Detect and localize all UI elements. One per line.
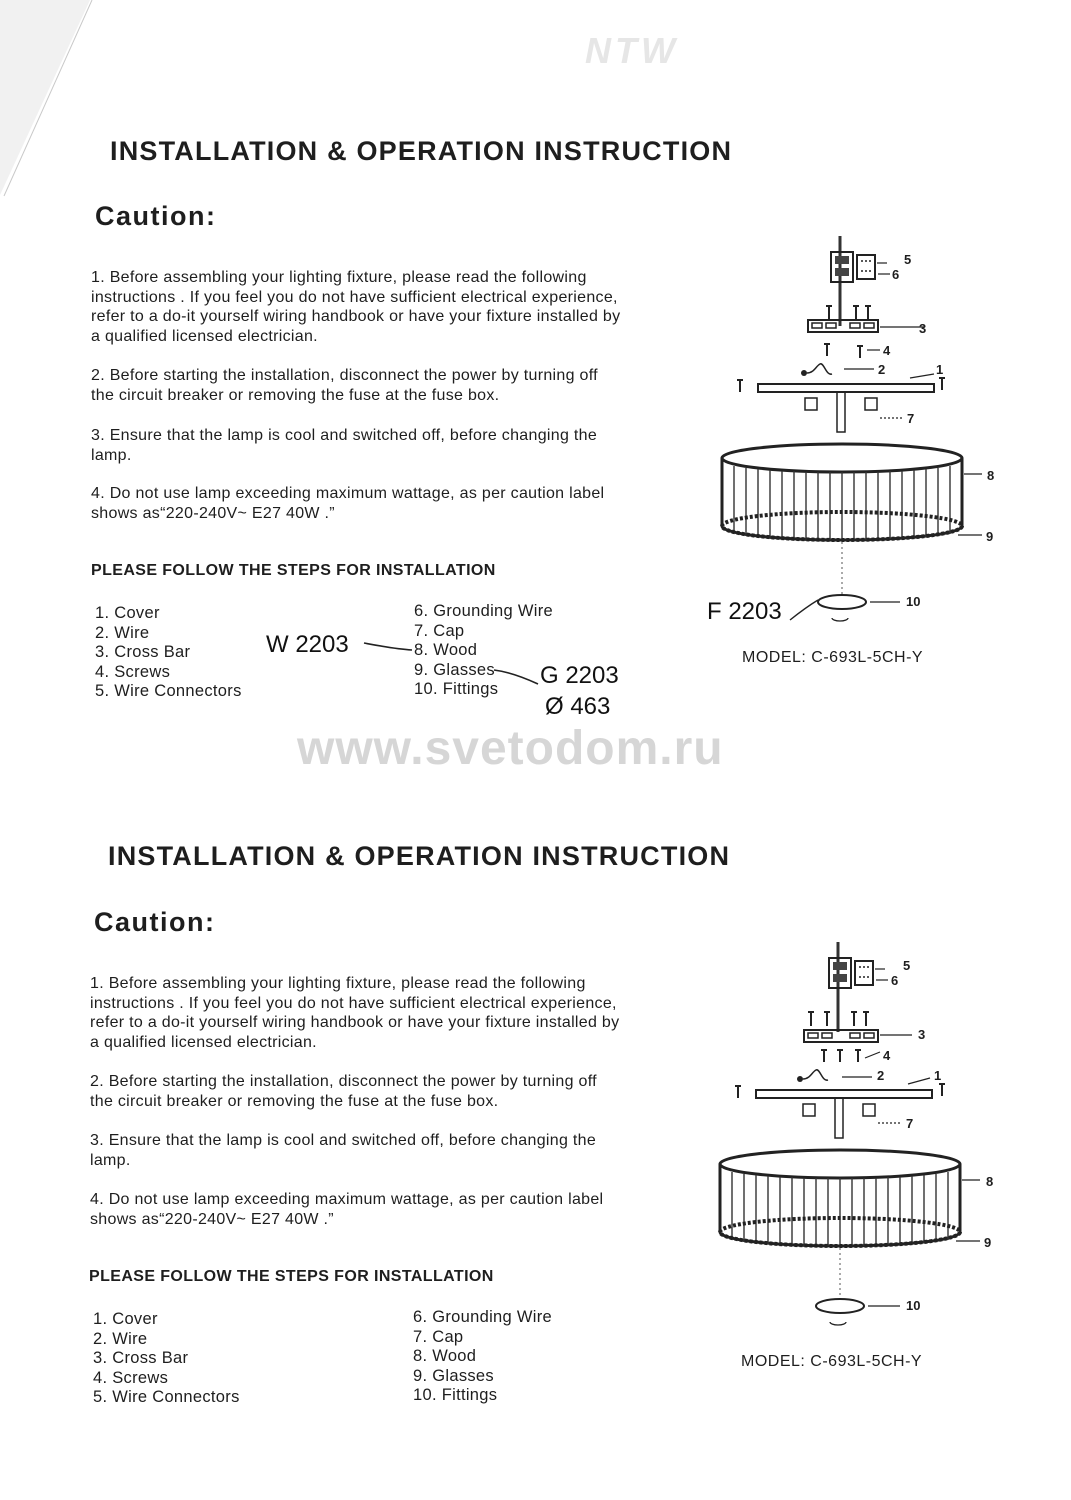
list-item: 7. Cap [413, 1327, 464, 1346]
text-line: the circuit breaker or removing the fuse at the fuse box. [90, 1092, 499, 1110]
part-label: 8 [987, 468, 995, 483]
steps-title: PLEASE FOLLOW THE STEPS FOR INSTALLATION [91, 562, 496, 579]
list-item: 5. Wire Connectors [95, 682, 242, 701]
part-label: 4 [883, 1048, 891, 1063]
header-smudge: NTW [585, 30, 679, 71]
fixture-exploded-diagram [718, 942, 1008, 1342]
caution-paragraph-2 [90, 1072, 710, 1111]
text-line: shows as“220-240V~ E27 40W .” [90, 1210, 334, 1228]
part-label: 5 [903, 958, 911, 973]
part-label: 7 [907, 411, 915, 426]
text-line: 4. Do not use lamp exceeding maximum wattage, as per caution label [90, 1191, 604, 1208]
list-item: 2. Wire [95, 623, 150, 642]
list-item: 4. Screws [93, 1368, 169, 1387]
list-item: 7. Cap [414, 621, 465, 640]
steps-title: PLEASE FOLLOW THE STEPS FOR INSTALLATION [89, 1268, 494, 1285]
part-label: 6 [891, 973, 899, 988]
page-title: INSTALLATION & OPERATION INSTRUCTION [108, 841, 731, 871]
part-label: 7 [906, 1116, 914, 1131]
part-label: 4 [883, 343, 891, 358]
part-label: 3 [919, 321, 927, 336]
list-item: 6. Grounding Wire [414, 602, 553, 620]
text-line: 3. Ensure that the lamp is cool and switched off, before changing the [91, 427, 598, 444]
caution-paragraph-3 [90, 1131, 710, 1170]
text-line: instructions . If you feel you do not have sufficient electrical experience, [90, 994, 617, 1012]
text-line: 2. Before starting the installation, disconnect the power by turning off [91, 367, 598, 384]
text-line: the circuit breaker or removing the fuse at the fuse box. [91, 386, 500, 404]
text-line: a qualified licensed electrician. [91, 327, 318, 345]
list-item: 1. Cover [95, 604, 160, 622]
list-item: 10. Fittings [413, 1386, 498, 1405]
glass-code-annotation: G 2203 [540, 662, 619, 689]
list-item: 2. Wire [93, 1329, 148, 1348]
model-number: MODEL: C-693L-5CH-Y [741, 1353, 923, 1370]
caution-paragraph-4 [90, 1190, 710, 1229]
list-item: 8. Wood [413, 1347, 477, 1366]
caution-heading: Caution: [94, 907, 216, 937]
list-item: 8. Wood [414, 641, 478, 660]
text-line: lamp. [91, 446, 132, 464]
list-item: 3. Cross Bar [95, 643, 191, 662]
page-title: INSTALLATION & OPERATION INSTRUCTION [110, 136, 733, 166]
model-number: MODEL: C-693L-5CH-Y [742, 649, 924, 666]
part-label: 2 [877, 1068, 885, 1083]
part-label: 6 [892, 267, 900, 282]
list-item: 4. Screws [95, 662, 171, 681]
part-label: 3 [918, 1027, 926, 1042]
text-line: refer to a do-it yourself wiring handbook or have your fixture installed by [91, 308, 621, 325]
list-item: 10. Fittings [414, 680, 499, 699]
text-line: lamp. [90, 1151, 131, 1169]
text-line: 1. Before assembling your lighting fixture, please read the following [91, 269, 587, 286]
caution-heading: Caution: [95, 201, 217, 231]
part-label: 10 [906, 594, 921, 609]
text-line: 2. Before starting the installation, disconnect the power by turning off [90, 1073, 597, 1090]
text-line: 1. Before assembling your lighting fixture, please read the following [90, 975, 586, 992]
text-line: instructions . If you feel you do not have sufficient electrical experience, [91, 288, 618, 306]
part-label: 2 [878, 362, 886, 377]
caution-paragraph-1 [90, 974, 710, 1052]
text-line: shows as“220-240V~ E27 40W .” [91, 504, 335, 522]
part-label: 10 [906, 1298, 921, 1313]
fixture-exploded-diagram [720, 236, 1010, 636]
text-line: a qualified licensed electrician. [90, 1033, 317, 1051]
parts-list-left [93, 1310, 240, 1408]
list-item: 6. Grounding Wire [413, 1308, 552, 1326]
part-label: 9 [984, 1235, 992, 1250]
list-item: 5. Wire Connectors [93, 1388, 240, 1407]
text-line: 4. Do not use lamp exceeding maximum wattage, as per caution label [91, 485, 605, 502]
text-line: refer to a do-it yourself wiring handbook or have your fixture installed by [90, 1014, 620, 1031]
part-label: 1 [934, 1068, 942, 1083]
part-label: 1 [936, 362, 944, 377]
list-item: 3. Cross Bar [93, 1349, 189, 1368]
fitting-code-annotation: F 2203 [707, 598, 782, 625]
part-label: 8 [986, 1174, 994, 1189]
watermark: www.svetodom.ru [297, 722, 724, 775]
part-label: 5 [904, 252, 912, 267]
diameter-annotation: Ø 463 [545, 693, 611, 720]
list-item: 9. Glasses [413, 1366, 494, 1385]
wood-code-annotation: W 2203 [266, 631, 349, 658]
list-item: 9. Glasses [414, 660, 495, 679]
text-line: 3. Ensure that the lamp is cool and switched off, before changing the [90, 1132, 597, 1149]
list-item: 1. Cover [93, 1310, 158, 1328]
part-label: 9 [986, 529, 994, 544]
parts-list-right [413, 1308, 552, 1406]
